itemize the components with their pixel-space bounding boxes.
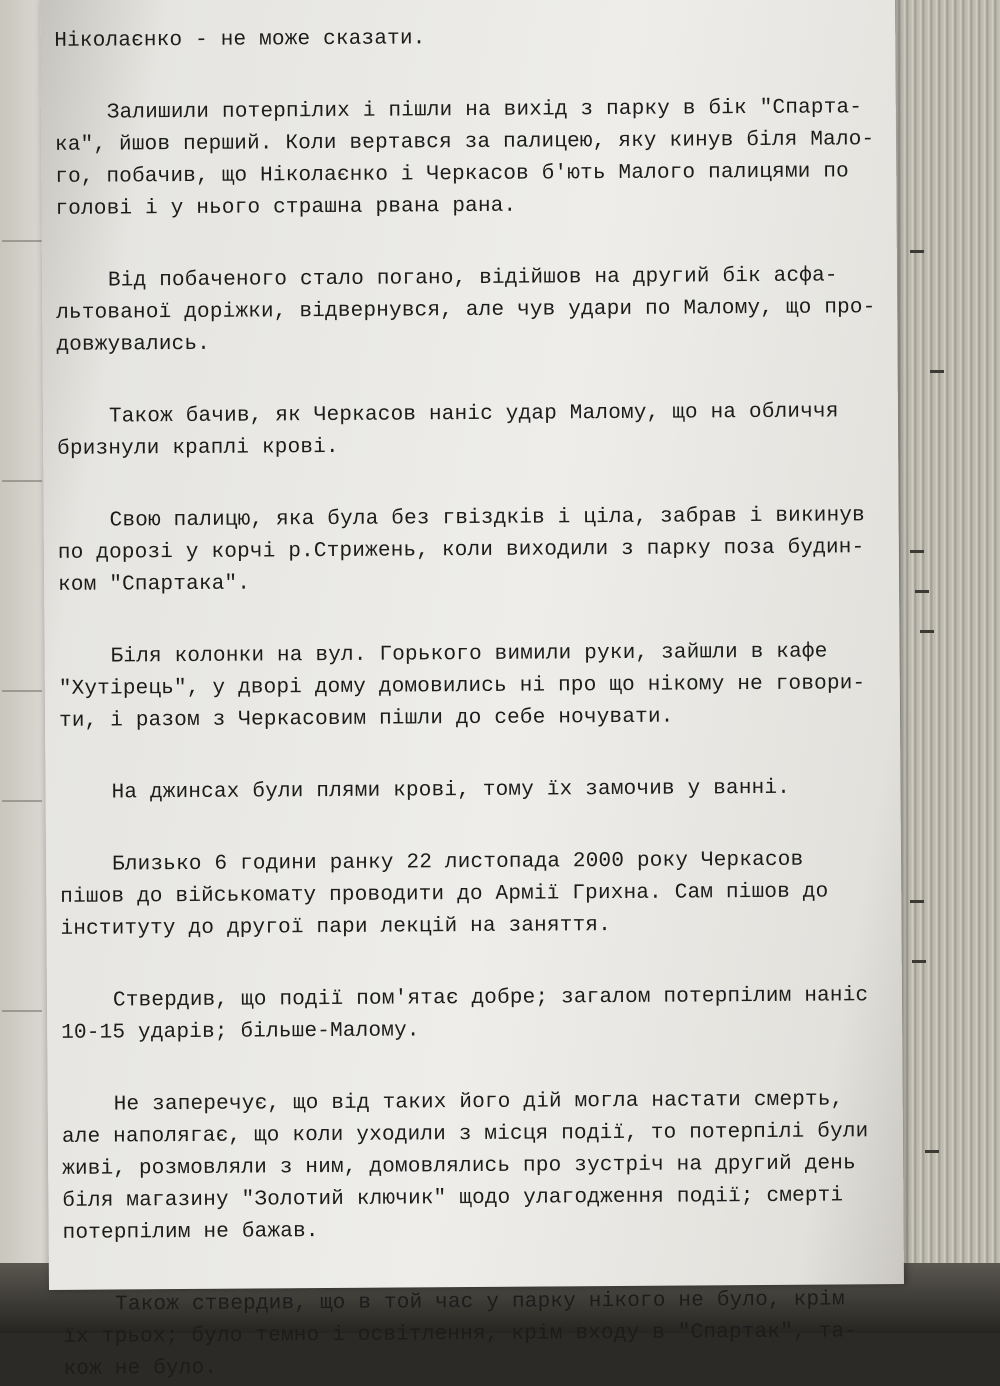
left-page-text-fragment (2, 240, 42, 242)
left-page-text-fragment (2, 690, 42, 692)
text-line: Також бачив, як Черкасов наніс удар Малому, що на обличчя (108, 400, 839, 429)
text-line: Не заперечує, що від таких його дій могла настати смерть, (113, 1088, 844, 1117)
left-page-text-fragment (2, 1010, 42, 1012)
edge-mark (912, 960, 926, 963)
text-line: ти, і разом з Черкасовим пішли до себе ночувати. (58, 705, 674, 733)
text-line: ком "Спартака". (58, 572, 251, 597)
edge-mark (920, 630, 934, 633)
text-line: Ніколаєнко - не може сказати. (54, 27, 426, 53)
text-line: але наполягає, що коли уходили з місця події, то потерпілі були (61, 1120, 869, 1149)
typewritten-text (54, 20, 876, 1385)
paragraph-3 (57, 396, 847, 466)
text-line: бризнули краплі крові. (57, 435, 339, 461)
text-line: Близько 6 години ранку 22 листопада 2000 року Черкасов (111, 848, 804, 877)
text-line: голові і у нього страшна рвана рана. (55, 194, 517, 221)
text-line: Свою палицю, яка була без гвіздків і ціла, забрав і викинув (109, 504, 866, 533)
text-line: льтованої доріжки, відвернувся, але чув удари по Малому, що про- (56, 296, 876, 325)
left-page-text-fragment (2, 800, 42, 802)
edge-mark (910, 250, 924, 253)
text-line: живі, розмовляли з ним, домовлялись про зустріч на другий день (62, 1152, 856, 1181)
text-line: го, побачив, що Ніколаєнко і Черкасов б'ють Малого палицями по (55, 160, 850, 189)
text-line: інституту до другої пари лекцій на заняття. (60, 914, 612, 941)
text-line: їх трьох; було темно і освітлення, крім входу в "Спартак", та- (63, 1320, 858, 1349)
document-page (40, 0, 904, 1381)
text-line: Також ствердив, що в той час у парку нікого не було, крім (115, 1288, 845, 1317)
edge-mark (930, 370, 944, 373)
text-line: Залишили потерпілих і пішли на вихід з парку в бік "Спарта- (106, 96, 863, 125)
edge-mark (910, 550, 924, 553)
text-line: пішов до військомату проводити до Армії Грихна. Сам пішов до (60, 880, 829, 909)
left-page-text-fragment (2, 480, 42, 482)
text-line: Ствердив, що події пом'ятає добре; загалом потерпілим наніс (112, 984, 869, 1013)
paragraph-7 (60, 844, 851, 946)
paragraph-9 (61, 1084, 869, 1250)
paragraph-10 (63, 1284, 858, 1386)
text-line: по дорозі у корчі р.Стрижень, коли виходили з парку поза будин- (57, 536, 865, 565)
text-line: кож не було. (63, 1356, 218, 1381)
text-line: біля магазину "Золотий ключик" щодо улагодження події; смерті (62, 1184, 844, 1213)
text-line: 10-15 ударів; більше-Малому. (61, 1019, 420, 1045)
text-line: Від побаченого стало погано, відійшов на другий бік асфа- (107, 264, 838, 293)
text-line: Біля колонки на вул. Горького вимили руки, зайшли в кафе (110, 640, 828, 669)
text-line: На джинсах були плями крові, тому їх замочив у ванні. (111, 776, 791, 805)
paragraph-4 (57, 500, 866, 602)
edge-mark (910, 900, 924, 903)
paragraph-5 (58, 636, 866, 738)
paragraph-6 (59, 772, 849, 810)
edge-mark (915, 590, 929, 593)
text-line: довжувались. (56, 332, 211, 357)
text-line: ка", йшов перший. Коли вертався за палицею, яку кинув біля Мало- (54, 128, 875, 157)
paragraph-1 (54, 92, 875, 226)
edge-mark (925, 1150, 939, 1153)
paragraph-2 (56, 260, 876, 362)
paragraph-8 (61, 980, 869, 1050)
text-line: "Хутірець", у дворі дому домовились ні про що нікому не говори- (58, 672, 866, 701)
text-line: потерпілим не бажав. (62, 1220, 319, 1245)
